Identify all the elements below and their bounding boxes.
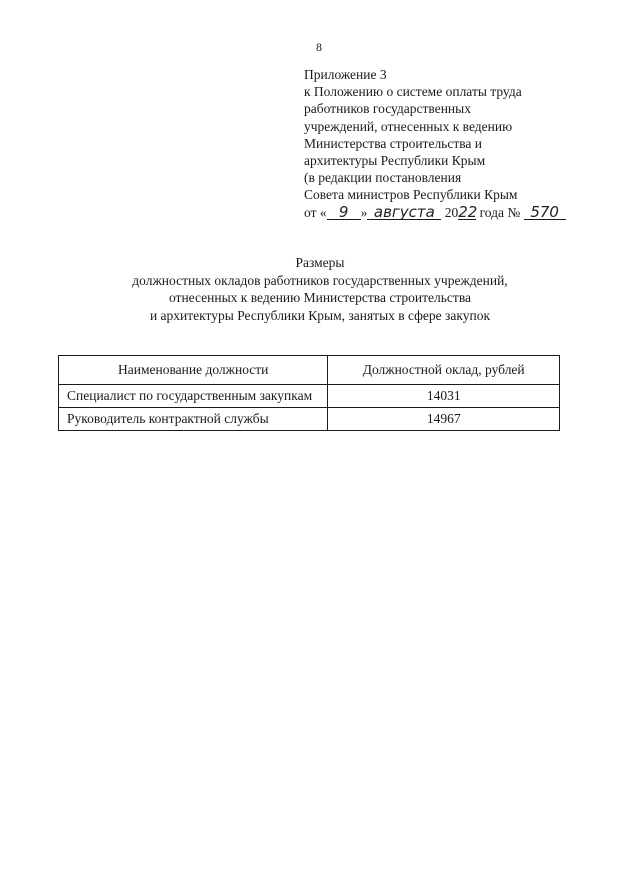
appendix-line: к Положению о системе оплаты труда xyxy=(304,84,522,100)
handwritten-year: 22 xyxy=(458,202,478,221)
year-word: года № xyxy=(479,204,521,220)
position-cell: Руководитель контрактной службы xyxy=(59,408,328,431)
appendix-block xyxy=(304,66,604,221)
table-row xyxy=(59,408,560,431)
appendix-line: архитектуры Республики Крым xyxy=(304,153,486,169)
heading-title: Размеры xyxy=(295,255,345,270)
decree-date-line xyxy=(304,204,604,221)
year-prefix: 20 xyxy=(444,204,459,220)
appendix-line: учреждений, отнесенных к ведению xyxy=(304,118,513,134)
appendix-line: Совета министров Республики Крым xyxy=(304,187,518,203)
date-quote-close: » xyxy=(360,204,368,220)
position-cell: Специалист по государственным закупкам xyxy=(59,385,328,408)
salary-cell: 14967 xyxy=(328,408,560,431)
column-header-position: Наименование должности xyxy=(59,356,328,385)
handwritten-decree-number: 570 xyxy=(524,205,566,220)
appendix-line: Министерства строительства и xyxy=(304,135,483,151)
heading-line: должностных окладов работников государственных учреждений, xyxy=(132,272,508,288)
date-prefix: от « xyxy=(304,204,327,220)
salary-table xyxy=(58,355,560,431)
appendix-line: работников государственных xyxy=(304,101,471,117)
handwritten-month: августа xyxy=(367,205,441,220)
heading-line: и архитектуры Республики Крым, занятых в сфере закупок xyxy=(149,307,491,323)
heading-line: отнесенных к ведению Министерства строительства xyxy=(168,290,472,305)
column-header-salary: Должностной оклад, рублей xyxy=(328,356,560,385)
table-row xyxy=(59,385,560,408)
document-heading xyxy=(60,254,580,324)
page-number: 8 xyxy=(316,40,322,54)
handwritten-day: 9 xyxy=(327,205,361,220)
appendix-line: (в редакции постановления xyxy=(304,170,462,186)
table-header-row xyxy=(59,356,560,385)
appendix-line: Приложение 3 xyxy=(304,67,387,82)
salary-cell: 14031 xyxy=(328,385,560,408)
